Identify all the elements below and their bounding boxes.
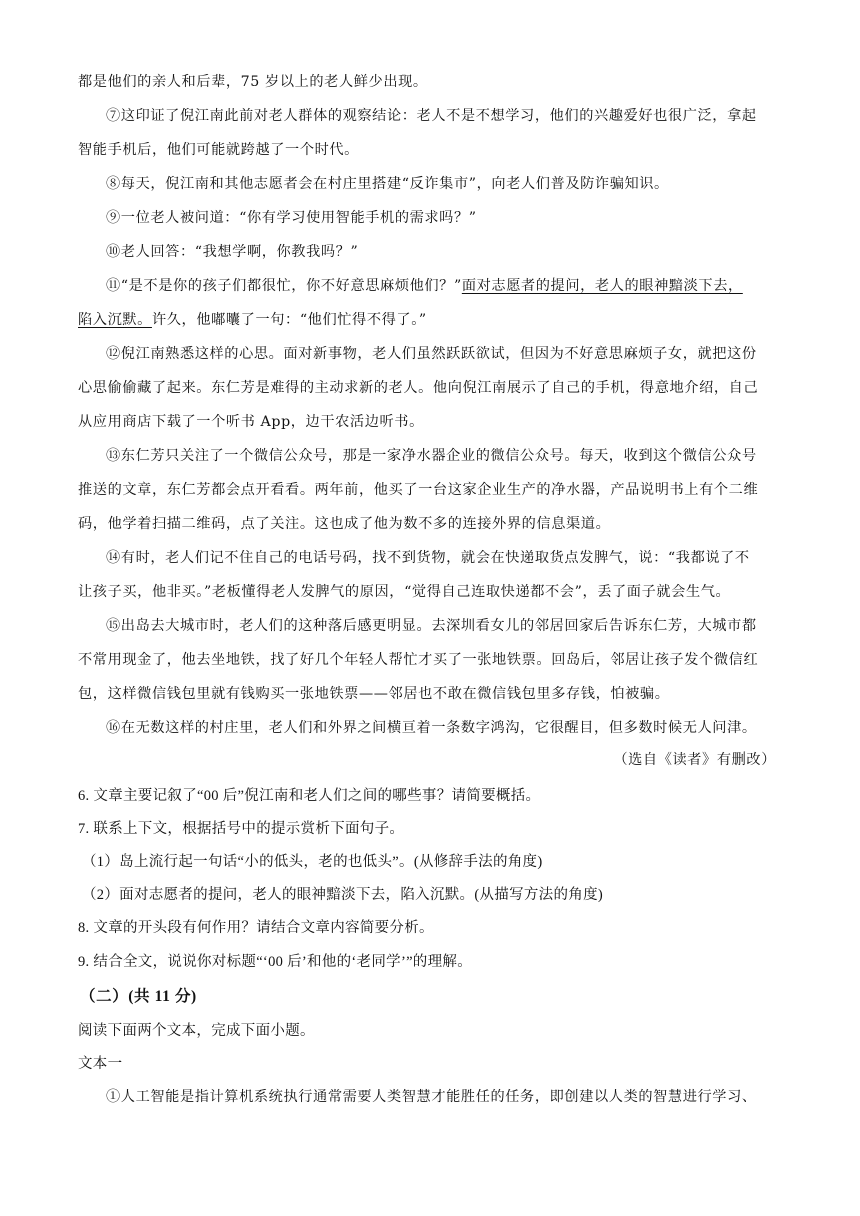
question-6: 6. 文章主要记叙了“00 后”倪江南和老人们之间的哪些事？请简要概括。 [78,788,541,804]
question-8: 8. 文章的开头段有何作用？请结合文章内容简要分析。 [78,920,434,936]
paragraph-14-line-1: ⑭有时，老人们记不住自己的电话号码，找不到货物，就会在快递取货点发脾气，说：“我都说了不 [106,550,750,566]
question-7-2: （2）面对志愿者的提问，老人的眼神黯淡下去，陷入沉默。(从描写方法的角度) [82,887,604,903]
paragraph-11-quote: ⑪“是不是你的孩子们都很忙，你不好意思麻烦他们？” [106,278,462,294]
paragraph-13-line-2: 推送的文章，东仁芳都会点开看看。两年前，他买了一台这家企业生产的净水器，产品说明书上有个二维 [78,482,759,498]
text-1-label: 文本一 [78,1056,123,1072]
paragraph-14-line-2: 让孩子买，他非买。”老板懂得老人发脾气的原因，“觉得自己连取快递都不会”，丢了面子就会生气。 [78,584,731,600]
underlined-sentence-part-1: 面对志愿者的提问，老人的眼神黯淡下去， [461,278,743,294]
question-7: 7. 联系上下文，根据括号中的提示赏析下面句子。 [78,821,405,837]
paragraph-15-line-3: 包，这样微信钱包里就有钱购买一张地铁票——邻居也不敢在微信钱包里多存钱，怕被骗。 [78,686,670,702]
section-2-heading: （二）(共 11 分) [80,988,197,1005]
paragraph-16: ⑯在无数这样的村庄里，老人们和外界之间横亘着一条数字鸿沟，它很醒目，但多数时候无人问津。 [106,720,757,736]
paragraph-12-line-2: 心思偷偷藏了起来。东仁芳是难得的主动求新的老人。他向倪江南展示了自己的手机，得意地介绍，自己 [78,380,759,396]
paragraph-13-line-3: 码，他学着扫描二维码，点了关注。这也成了他为数不多的连接外界的信息渠道。 [78,516,611,532]
paragraph-7-line-1: ⑦这印证了倪江南此前对老人群体的观察结论：老人不是不想学习，他们的兴趣爱好也很广泛，拿起 [106,108,757,124]
paragraph-9: ⑨一位老人被问道：“你有学习使用智能手机的需求吗？” [106,210,477,226]
paragraph-11-line-1 [106,276,782,296]
section-2-instruction: 阅读下面两个文本，完成下面小题。 [78,1023,315,1039]
source-note: （选自《读者》有删改） [613,752,776,768]
paragraph-13-line-1: ⑬东仁芳只关注了一个微信公众号，那是一家净水器企业的微信公众号。每天，收到这个微信公众号 [106,448,757,464]
paragraph-10: ⑩老人回答：“我想学啊，你教我吗？” [106,244,359,260]
question-7-1: （1）岛上流行起一句话“小的低头，老的也低头”。(从修辞手法的角度) [82,854,543,870]
paragraph-7-line-2: 智能手机后，他们可能就跨越了一个时代。 [78,142,359,158]
paragraph-12-line-1: ⑫倪江南熟悉这样的心思。面对新事物，老人们虽然跃跃欲试，但因为不好意思麻烦子女，就把这份 [106,346,757,362]
paragraph-8: ⑧每天，倪江南和其他志愿者会在村庄里搭建“反诈集市”，向老人们普及防诈骗知识。 [106,176,669,192]
paragraph-15-line-1: ⑮出岛去大城市时，老人们的这种落后感更明显。去深圳看女儿的邻居回家后告诉东仁芳，大城市都 [106,618,757,634]
paragraph-11-rest: 许久，他嘟囔了一句：“他们忙得不得了。” [151,312,427,328]
paragraph-6-tail: 都是他们的亲人和后辈，75 岁以上的老人鲜少出现。 [78,74,428,90]
underlined-sentence-part-2: 陷入沉默。 [78,312,152,328]
question-9: 9. 结合全文，说说你对标题“‘00 后’和他的‘老同学’”的理解。 [78,954,473,970]
paragraph-11-line-2 [78,310,782,330]
text-1-paragraph-1: ①人工智能是指计算机系统执行通常需要人类智慧才能胜任的任务，即创建以人类的智慧进行学习、 [106,1089,757,1105]
paragraph-12-line-3: 从应用商店下载了一个听书 App，边干农活边听书。 [78,414,424,430]
paragraph-15-line-2: 不常用现金了，他去坐地铁，找了好几个年轻人帮忙才买了一张地铁票。回岛后，邻居让孩子发个微信红 [78,652,759,668]
